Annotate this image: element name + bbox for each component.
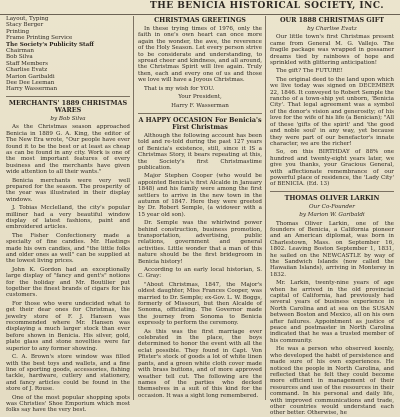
article-paragraph: Our little town's first Christmas present came from General M. G. Vallejo. The fragile package was wrapped in gossamer dreams tied by rainbows of hope and sprinkled with glittering anticipation!	[270, 34, 394, 67]
column-left	[6, 16, 130, 414]
credit-line: Printing	[6, 28, 30, 35]
credit-line: Bob Silva	[6, 54, 33, 61]
article-paragraph: He was a person who observed keenly, who developed the habit of persistence and made sure of his own experiences. He noticed the people in North Carolina, and reflected that he felt they could become more efficient in management of their resources and use of the resources in their command. In his personal and daily life, with improved communications and trade, other countries would understand each other better. Otherwise, he	[270, 346, 394, 417]
article-heading: A HAPPY OCCASION For Benicia's First Christmas	[138, 115, 262, 131]
column-divider	[133, 16, 134, 400]
article-paragraph: Although the following account has been told and re-told during the past 127 years of Benicia's existence, still, since it IS a Christmas Story, it bears repeating at this, the Society's first Christmastime publication.	[138, 132, 262, 171]
article-paragraph: Mr. Larkin, twenty-nine years of age when he arrived in the old provincial capital of California, had previously had several years of business experience in North Carolina and at sea on the SUSAN between Boston and Mexico, all on his own after failures. Appointment as justice of peace and postmaster in North Carolina indicated that he was a trusted member of his community.	[270, 280, 394, 344]
article-paragraph: The Fisher Confectionery made a specialty of fine candies. Mr. Hastings made his own candies, and "the little folks and older ones as well" can be supplied at the lowest living prices.	[6, 232, 130, 265]
credit-line: Chairman	[6, 48, 34, 55]
article-paragraph: According to an early local historian, S. C. Gray:	[138, 267, 262, 280]
sign-off: Your President,	[178, 94, 222, 101]
article-byline: by Charlise Evatz	[307, 26, 357, 32]
article-paragraph: The original deed to the land upon which we live today was signed on DECEMBER 22, 1846. It conveyed to Robert Semple the rancho of a town-ship yet unborn, 'Benicia City'. That legal agreement was a symbol of the donor's vision and generosity; of his love for the wife of his life (a Benician); "All of these 'gifts of the spirit' and 'the good and noble soul' in any way, yet because they were part of our benefactor's innate character, we are the richer!	[270, 76, 394, 147]
credit-line: Dee Dee Leeman	[6, 80, 55, 87]
article-paragraph: The gift? The FUTURE!	[276, 68, 343, 75]
article-subheading: Our Co-Founder	[309, 203, 355, 210]
signature: Harry F. Wasserman	[171, 103, 229, 110]
article-heading: CHRISTMAS GREETINGS	[154, 16, 246, 24]
credit-line: Marion Garibaldi	[6, 73, 55, 80]
article-paragraph: As this was the first marriage ever celebrated in the place, the boys determined to honor the event with all the eclat possible. They found in Capt. Von Pfister's stock of goods a lot of white linen pants, and a green white cloth cover made with brass buttons, and of more approved weather tell cut. The following are the names of the parties who decked themselves in a suit of this kind for the occasion. It was a sight long remembered.	[138, 328, 262, 399]
article-paragraph: John K. Gordon had an exceptionally large display of "fancy and gent's" notions for the holiday and Mr. Boutilier put together the finest brands of cigars for his customers.	[6, 266, 130, 299]
article-heading: OUR 1888 CHRISTMAS GIFT	[279, 16, 385, 24]
article-paragraph: That is my wish for YOU.	[144, 85, 215, 92]
credit-line: Layout, Typing	[6, 16, 49, 22]
credit-line: Stacy Berger	[6, 22, 44, 29]
article-paragraph: One of the most popular shopping spots was Christies' Shoe Emporium which most folks say have the very best.	[6, 394, 130, 414]
column-divider	[265, 16, 266, 400]
article-heading: MERCHANTS' 1889 CHRISTMAS WARES	[8, 98, 128, 114]
article-paragraph: Benicia merchants were very well prepared for the season. The prosperity of the year was illustrated in their display windows.	[6, 177, 130, 203]
credit-line: Staff Members	[6, 60, 48, 67]
section-divider	[138, 113, 262, 114]
article-paragraph: J. Tobias Mcclelland, the city's popular milliner had a very beautiful window display of latest fashions, paint and embroidered articles.	[6, 205, 130, 231]
article-paragraph: C. A. Brown's store window was filled with the best toys and wallets, and a fine line of sporting goods, accessories, fishing tackle, hardware, cutlery and stationery, and fancy articles could be found in the store of J. Rouse.	[6, 354, 130, 393]
credit-line: Charlise Evatz	[6, 67, 48, 74]
article-paragraph: Thomas Oliver Larkin, one of the founders of Benicia, a California pioneer and an American diplomat, was born in Charlestown, Mass. on September 16, 1802. Leaving Boston September 1, 1831, he sailed on the NEWCASTLE by way of the Sandwich Islands (now called the Hawaiian Islands), arriving in Monterey in 1832.	[270, 220, 394, 278]
article-paragraph: So, on this BIRTHDAY of 88% one hundred and twenty-eight years later, we give you thanks, your Gracious General, with affectionate remembrance of our powerful place of residence, the 'Lady City' of BENICIA. (Ed. 13)	[270, 149, 394, 188]
masthead	[0, 0, 400, 15]
article-byline: by Bob Silva	[50, 115, 86, 122]
masthead-title: THE BENICIA HISTORICAL SOCIETY, INC.	[150, 1, 385, 11]
column-middle	[138, 16, 262, 400]
article-byline: by Marion W. Garibaldi	[299, 212, 365, 219]
credit-line: Frame Printing Service	[6, 35, 73, 42]
article-paragraph: "About Christmas, 1847, the Major's oldest daughter, Miss Frances Cooper, was married to Dr. Semple; ex-Gov. L. W. Boggs, formerly of Missouri, but then Alcalde of Sonoma, officiating. The Governor made the journey from Sonoma to Benicia expressly to perform the ceremony.	[138, 281, 262, 327]
column-right	[270, 16, 394, 417]
staff-credits	[6, 16, 130, 93]
credit-line: The Society's Publicity Staff	[6, 41, 94, 48]
article-paragraph: Major Stephen Cooper (who would be appointed Benicia's first Alcalde in January 1848) and his family were among the first settlers to arrive in the new town in the autumn of 1847. Here they were greeted by Dr. Robert Semple, (a widower with a 15 year old son).	[138, 173, 262, 218]
section-divider	[270, 191, 394, 192]
credit-line: Harry Wasserman	[6, 86, 58, 93]
article-paragraph: In these trying times of 1976, only the faith in one's own heart can once more again the wonder, the awe, the reverence of the Holy Season. Let every person strive to be considerate and understanding, to spread cheer and kindness, and all around, the Christmas Spirit will live again. Truly then, each and every one of us and those we love will have a Joyous Christmas.	[138, 26, 262, 84]
article-heading: THOMAS OLIVER LARKIN	[284, 193, 380, 202]
section-divider	[6, 96, 130, 97]
article-paragraph: For those who were undecided what to get their dear ones for Christmas, the jewelry store of F. J. Hansen was recommended where Mr. Hansen was displaying a much larger stock than ever before shown in Benicia. His silver, gold, plate glass and stone novelties were far superior to any former showing.	[6, 300, 130, 352]
article-paragraph: As the Christmas season approached Benicia in 1889 G. A. King, the editor of The New Era wrote, "Our people have ever found it to be the best or at least as cheap as can be found in any city. Work is one of the most important features of every business and the merchants have given wide attention to all their wants."	[6, 124, 130, 176]
article-paragraph: Dr. Semple was the whirlwind power behind construction, business promotion, transportation, advertising, public relations, government and general activities. Little wonder that a man of this nature should be the first bridegroom in Benicia history!	[138, 220, 262, 265]
